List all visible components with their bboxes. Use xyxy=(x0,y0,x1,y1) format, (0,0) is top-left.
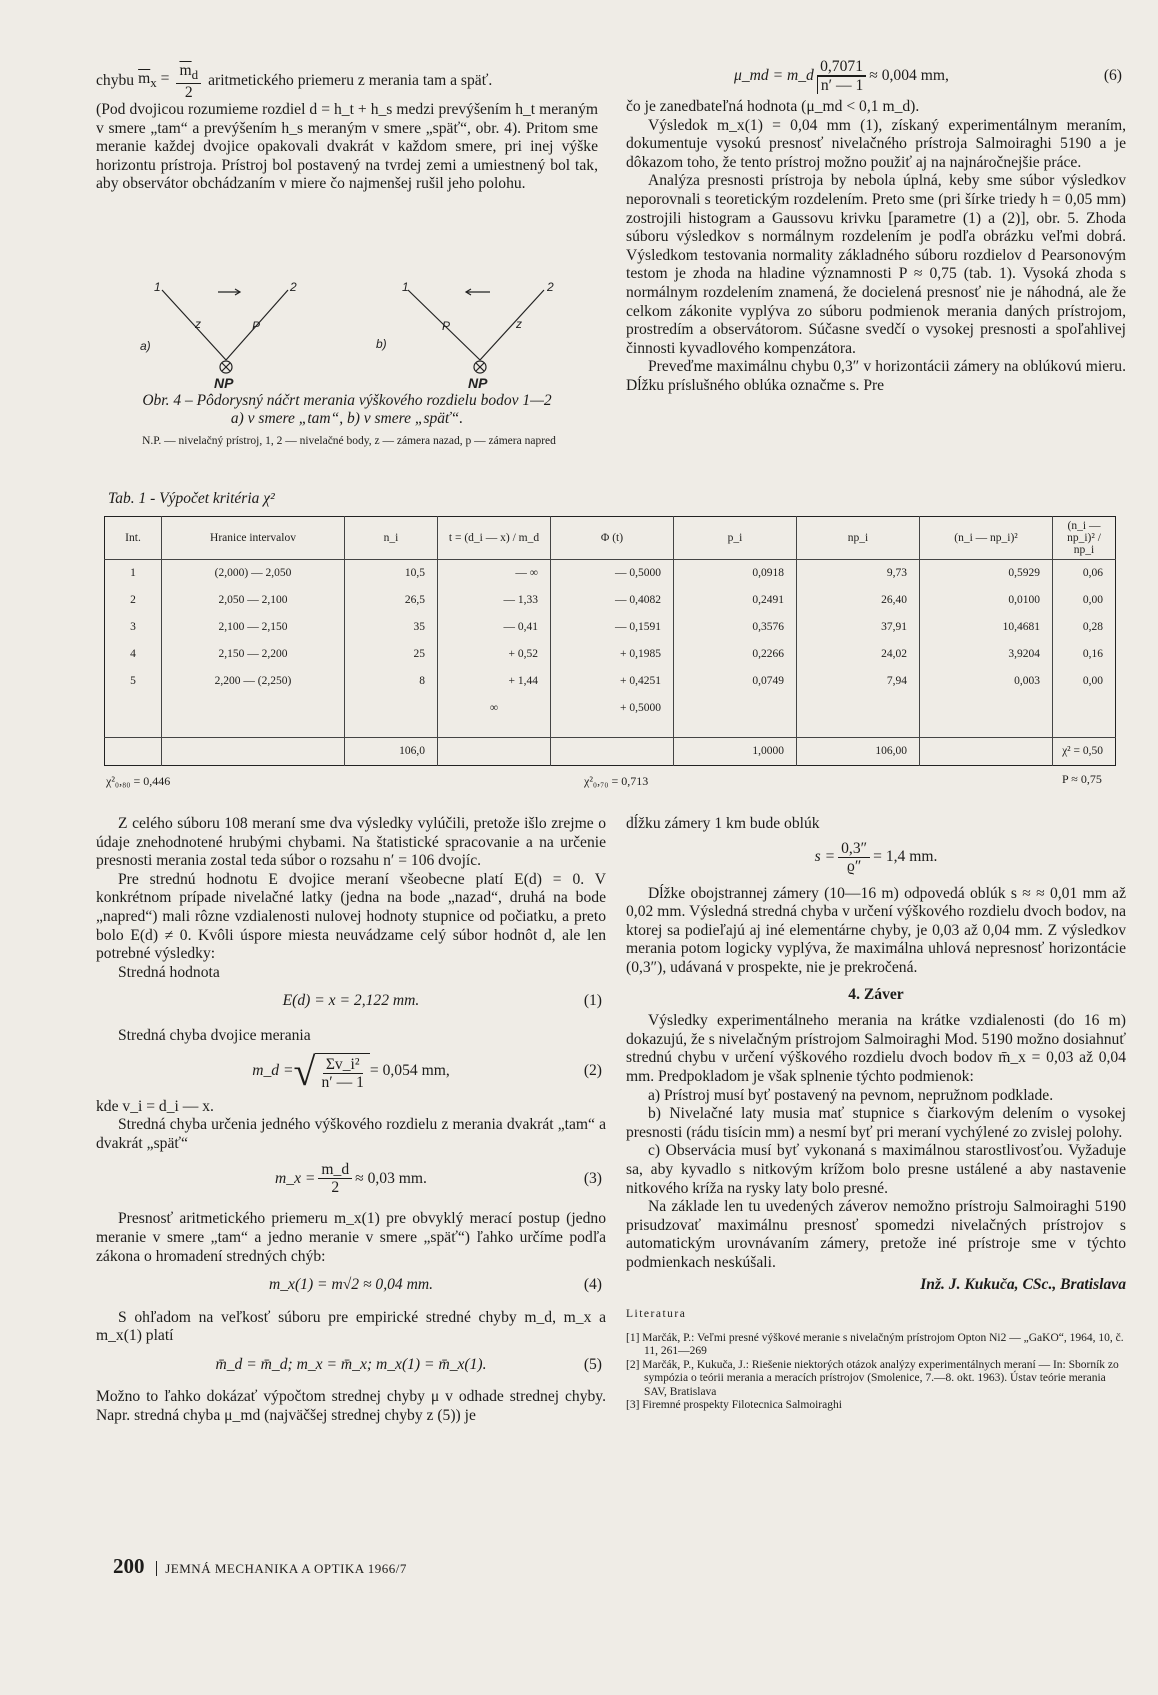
equation-3: m_x = $\frac{m\_d}{2}$ ≈ 0,03 mm. (3) xyxy=(275,1161,602,1197)
math: $\overline{m}_x$ = xyxy=(138,70,170,91)
equation-arc: s = $\frac{0,3''}{ϱ''}$ = 1,4 mm. xyxy=(814,839,938,875)
paragraph: dĺžku zámery 1 km bude oblúk xyxy=(626,815,820,832)
table-cell xyxy=(1053,721,1116,737)
table-cell: + 0,1985 xyxy=(551,641,674,668)
separator xyxy=(156,1561,157,1576)
table-cell xyxy=(105,737,162,765)
point-label: 2 xyxy=(547,280,554,294)
chi-070: χ²₀,₇₀ = 0,713 xyxy=(584,774,649,788)
point-label: 1 xyxy=(154,280,161,294)
table-cell xyxy=(674,694,797,721)
table-cell: 0,2266 xyxy=(674,641,797,668)
table-cell: (2,000) — 2,050 xyxy=(162,560,345,587)
text: chybu xyxy=(96,72,135,90)
equation-2: m_d = √ $\frac{\text{Σv\_i²}}{n' — 1}$ = 0,054 mm, (2) xyxy=(252,1048,602,1094)
table-cell: 0,0749 xyxy=(674,668,797,695)
table-cell: 0,06 xyxy=(1053,560,1116,587)
paragraph: (Pod dvojicou rozumieme rozdiel d = h_t + h_s medzi prevýšením h_t meraným v smere „tam“ a prevýšením h_s meraným v smere „späť“, obr. 4). Pritom sme meranie každej dvojice opakovali dvakrát v každom smere, pri inej výške horizontu prístroja. Prístroj bol postavený na tvrdej zemi a umiestnený bol tak, aby observátor obchádzaním v miere čo najmenšej rušil jeho polohu. xyxy=(96,101,598,193)
np-label: NP xyxy=(468,375,488,390)
page-number: 200 xyxy=(113,1554,145,1578)
table-cell: 106,0 xyxy=(345,737,438,765)
paragraph: Stredná hodnota xyxy=(118,963,220,981)
table-cell: + 0,52 xyxy=(438,641,551,668)
table-row xyxy=(105,614,1116,641)
table-cell xyxy=(920,694,1053,721)
table-header-row xyxy=(105,517,1116,560)
column-header: (n_i — np_i)² xyxy=(920,517,1053,560)
table-cell: 3,9204 xyxy=(920,641,1053,668)
label-b: b) xyxy=(376,337,387,351)
table-cell: 26,40 xyxy=(797,587,920,614)
p-value: P ≈ 0,75 xyxy=(1062,772,1102,786)
column-header: t = (d_i — x) / m_d xyxy=(438,517,551,560)
equation-4: m_x(1) = m√2 ≈ 0,04 mm. (4) xyxy=(268,1276,602,1294)
paragraph: Dĺžke obojstrannej zámery (10—16 m) odpovedá oblúk s ≈ ≈ 0,01 mm až 0,02 mm. Výsledná stredná chyba v určení výškového rozdielu dvoch bodov, na ktorej sa podieľajú aj iné elementárne chyby, je 0,03 až 0,04 mm. Z výsledkov merania potom logicky vyplýva, že maximálna uhlová nepresnosť horizontácie (0,3″), udávaná v prospekte, nie je prekročená. xyxy=(626,884,1126,976)
table-cell xyxy=(162,694,345,721)
diagram-b xyxy=(408,289,544,373)
paragraph: Možno to ľahko dokázať výpočtom strednej chyby μ v odhade strednej chyby. Napr. stredná chyba μ_md (najväčšej strednej chyby z (5)) je xyxy=(96,1388,606,1425)
table-cell: 0,0100 xyxy=(920,587,1053,614)
table-cell xyxy=(162,737,345,765)
table-cell: + 1,44 xyxy=(438,668,551,695)
table-cell: 24,02 xyxy=(797,641,920,668)
paragraph: Analýza presnosti prístroja by nebola úplná, keby sme súbor výsledkov neporovnali s teoretickým rozdelením. Preto sme (pri šírke triedy h = 0,05 mm) zostrojili histogram a Gaussovu krivku [parametre (1) a (2)], obr. 5. Zhoda súboru výsledkov s normálnym rozdelením je podľa obrázku veľmi dobrá. Výsledkom testovania normality základného súboru rozdielov d Pearsonovým testom je zhoda na hladine významnosti P ≈ 0,75 (tab. 1). Vysoká zhoda s normálnym rozdelením znamená, že docielená presnosť nie je náhodná, ale že celkom zákonite vyplýva zo súboru podmienok merania daných prístrojom, prostredím a observátorom. Súčasne svedčí o vysokej presnosti a spoľahlivej činnosti kyvadlového kompenzátora. xyxy=(626,172,1126,357)
table-cell: — 0,1591 xyxy=(551,614,674,641)
table-cell: 0,28 xyxy=(1053,614,1116,641)
table-cell: 2,200 — (2,250) xyxy=(162,668,345,695)
table-cell: 10,5 xyxy=(345,560,438,587)
table-cell: 7,94 xyxy=(797,668,920,695)
table-cell xyxy=(438,737,551,765)
label-a: a) xyxy=(140,339,151,353)
table-cell: 35 xyxy=(345,614,438,641)
table-cell xyxy=(551,721,674,737)
table-row xyxy=(105,560,1116,587)
table-cell: 26,5 xyxy=(345,587,438,614)
equation-5: m̄_d = m̄_d; m_x = m̄_x; m_x(1) = m̄_x(1). (5) xyxy=(215,1355,602,1373)
condition-a: a) Prístroj musí byť postavený na pevnom, nepružnom podklade. xyxy=(648,1086,1054,1104)
paragraph: Výsledky experimentálneho merania na krátke vzdialenosti (do 16 m) dokazujú, že s nivelačným prístrojom Salmoiraghi Mod. 5190 možno dosiahnuť strednú chybu v určení výškového rozdielu dvoch bodov m̄_x = 0,03 až 0,04 mm. Predpokladom je však splnenie týchto podmienok: xyxy=(626,1012,1126,1085)
section-heading: 4. Záver xyxy=(848,985,904,1003)
table-cell: + 0,4251 xyxy=(551,668,674,695)
point-label: P xyxy=(442,319,451,333)
paragraph: Na základe len tu uvedených záverov nemožno prístroju Salmoiraghi 5190 prisudzovať maximálnu presnosť spomedzi nivelačných prístrojov s automatickým urovnávaním zámery, pretože iné prístroje sme v týchto podmienkach neskúšali. xyxy=(626,1198,1126,1271)
table-cell: 1,0000 xyxy=(674,737,797,765)
column-header: (n_i — np_i)² / np_i xyxy=(1053,517,1116,560)
table-cell xyxy=(920,737,1053,765)
paragraph: Z celého súboru 108 meraní sme dva výsledky vylúčili, pretože išlo zrejme o údaje znehodnotené hrubými chybami. Na štatistické spracovanie a na určenie presnosti merania zostal teda súbor o rozsahu n′ = 106 dvojíc. xyxy=(96,815,606,870)
table-cell: 1 xyxy=(130,567,136,580)
table-cell: 9,73 xyxy=(797,560,920,587)
paragraph: Pre strednú hodnotu E dvojice meraní všeobecne platí E(d) = 0. V konkrétnom prípade nivelačné latky (jedna na bode „nazad“, druhá na bode „napred“) mali rôzne vzdialenosti nulovej hodnoty stupnice od počiatku, a preto bolo E(d) ≠ 0. Kvôli úspore miesta neuvádzame celý súbor hodnôt d, ale len potrebné výsledky: xyxy=(96,870,606,963)
equation-1: E(d) = x = 2,122 mm. (1) xyxy=(282,992,602,1010)
table-cell: 2,150 — 2,200 xyxy=(162,641,345,668)
table-cell: — 0,4082 xyxy=(551,587,674,614)
table-cell: 4 xyxy=(130,648,136,661)
figure-legend: N.P. — nivelačný prístroj, 1, 2 — nivelačné body, z — zámera nazad, p — zámera napred xyxy=(142,435,556,447)
table-cell: — 1,33 xyxy=(438,587,551,614)
table-cell: 0,5929 xyxy=(920,560,1053,587)
column-header: n_i xyxy=(345,517,438,560)
table-cell xyxy=(797,694,920,721)
chi-square-table xyxy=(104,516,1116,766)
paragraph: Stredná chyba určenia jedného výškového rozdielu z merania dvakrát „tam“ a dvakrát „späť“ xyxy=(96,1116,606,1152)
point-label: 2 xyxy=(290,280,297,294)
condition-c: c) Observácia musí byť vykonaná s maximálnou starostlivosťou. Vyžaduje sa, aby kyvadlo s nitkovým krížom bolo presne ustálené a aby nastavenie nitkového kríža na rysky laty bolo presné. xyxy=(626,1142,1126,1197)
chi-080: χ²₀,₈₀ = 0,446 xyxy=(106,774,171,788)
right-top-column xyxy=(626,58,1126,396)
paragraph xyxy=(96,62,598,101)
paragraph: S ohľadom na veľkosť súboru pre empirické stredné chyby m_d, m_x a m_x(1) platí xyxy=(96,1308,606,1345)
point-label: P xyxy=(252,319,261,333)
paragraph: Presnosť aritmetického priemeru m_x(1) pre obvyklý merací postup (jedno meranie v smere „tam“ a jedno meranie v smere „späť“) ľahko určíme podľa zákona o hromadení stredných chýb: xyxy=(96,1210,606,1265)
table-row xyxy=(105,641,1116,668)
reference: [1] Marčák, P.: Veľmi presné výškové meranie s nivelačným prístrojom Opton Ni2 — „GaKO“, 1964, 10, č. 11, 261—269 xyxy=(626,1331,1124,1358)
table-cell xyxy=(1053,694,1116,721)
table-cell: 0,16 xyxy=(1053,641,1116,668)
column-header: Φ (t) xyxy=(551,517,674,560)
table-cell: — ∞ xyxy=(438,560,551,587)
author: Inž. J. Kukuča, CSc., Bratislava xyxy=(920,1276,1126,1294)
table-cell: ∞ xyxy=(438,694,551,721)
left-bottom-column xyxy=(96,815,606,1426)
table-cell xyxy=(105,721,162,737)
column-header: np_i xyxy=(797,517,920,560)
table-cell xyxy=(162,721,345,737)
paragraph: čo je zanedbateľná hodnota (μ_md < 0,1 m_d). xyxy=(626,98,920,115)
table-cell: 25 xyxy=(345,641,438,668)
table-cell: 2,050 — 2,100 xyxy=(162,587,345,614)
table-cell: 0,00 xyxy=(1053,587,1116,614)
table-row xyxy=(105,721,1116,737)
table-cell: 2 xyxy=(130,594,136,607)
right-bottom-column xyxy=(626,815,1126,1413)
left-top-column xyxy=(96,62,598,194)
table-cell: + 0,5000 xyxy=(551,694,674,721)
table-cell: 37,91 xyxy=(797,614,920,641)
table-cell: 0,003 xyxy=(920,668,1053,695)
column-header: p_i xyxy=(674,517,797,560)
point-label: z xyxy=(516,317,522,331)
table-cell: χ² = 0,50 xyxy=(1053,737,1116,765)
table-cell: 106,00 xyxy=(797,737,920,765)
point-label: 1 xyxy=(402,280,409,294)
equation-6: μ_md = m_d $\frac{0,7071}{n' — 1}$ ≈ 0,004 mm, (6) xyxy=(734,58,1122,94)
journal-name: JEMNÁ MECHANIKA A OPTIKA 1966/7 xyxy=(165,1561,407,1576)
table-cell xyxy=(345,721,438,737)
diagram-a xyxy=(162,289,288,373)
column-header: Int. xyxy=(105,517,162,560)
table-cell: 3 xyxy=(130,621,136,634)
table-sum-row xyxy=(105,737,1116,765)
text: aritmetického priemeru z merania tam a späť. xyxy=(208,72,493,90)
table-cell: 0,2491 xyxy=(674,587,797,614)
table-cell xyxy=(438,721,551,737)
np-label: NP xyxy=(214,375,234,390)
table-title: Tab. 1 - Výpočet kritéria χ² xyxy=(108,490,275,507)
table-row xyxy=(105,587,1116,614)
table-cell xyxy=(345,694,438,721)
paragraph: kde v_i = d_i — x. xyxy=(96,1097,214,1115)
table-cell xyxy=(551,737,674,765)
figure-caption: Obr. 4 – Pôdorysný náčrt merania výškového rozdielu bodov 1—2 a) v smere „tam“, b) v smere „späť“. xyxy=(142,392,552,427)
paragraph: Stredná chyba dvojice merania xyxy=(118,1026,311,1044)
table-cell xyxy=(674,721,797,737)
condition-b: b) Nivelačné laty musia mať stupnice s čiarkovým delením o vysokej presnosti (rádu tisícin mm) a nesmí byť pri meraní vychýlené zo zvislej polohy. xyxy=(626,1105,1126,1141)
table-cell: 8 xyxy=(345,668,438,695)
table-cell: — 0,41 xyxy=(438,614,551,641)
table-cell: 0,0918 xyxy=(674,560,797,587)
table-row xyxy=(105,694,1116,721)
table-cell xyxy=(920,721,1053,737)
table-cell: 10,4681 xyxy=(920,614,1053,641)
table-cell xyxy=(105,694,162,721)
table-cell xyxy=(797,721,920,737)
figure-diagram xyxy=(140,278,580,390)
table-row xyxy=(105,668,1116,695)
table-cell: 2,100 — 2,150 xyxy=(162,614,345,641)
column-header: Hranice intervalov xyxy=(162,517,345,560)
table-cell: 0,00 xyxy=(1053,668,1116,695)
reference: [3] Firemné prospekty Filotecnica Salmoiraghi xyxy=(626,1399,842,1412)
point-label: z xyxy=(195,317,201,331)
table-cell: — 0,5000 xyxy=(551,560,674,587)
table-cell: 5 xyxy=(130,674,136,687)
page-footer xyxy=(113,1554,407,1579)
fraction: $\frac{\overline{m}_d}{2}$ xyxy=(176,62,201,101)
paragraph: Výsledok m_x(1) = 0,04 mm (1), získaný experimentálnym meraním, dokumentuje vysokú presnosť nivelačného prístroja Salmoiraghi 5190 a je dôkazom toho, že tento prístroj možno použiť aj na najnáročnejšie práce. xyxy=(626,116,1126,171)
references-title: Literatura xyxy=(626,1308,687,1321)
paragraph: Preveďme maximálnu chybu 0,3″ v horizontácii zámery na oblúkovú mieru. Dĺžku príslušného oblúka označme s. Pre xyxy=(626,358,1126,394)
reference: [2] Marčák, P., Kukuča, J.: Riešenie niektorých otázok analýzy experimentálnych meraní — In: Sborník zo sympózia o teórii merania a meracích prístrojov (Smolenice, 7.—8. okt. 1963). Ústav teórie merania SAV, Bratislava xyxy=(626,1358,1119,1398)
table-cell: 0,3576 xyxy=(674,614,797,641)
